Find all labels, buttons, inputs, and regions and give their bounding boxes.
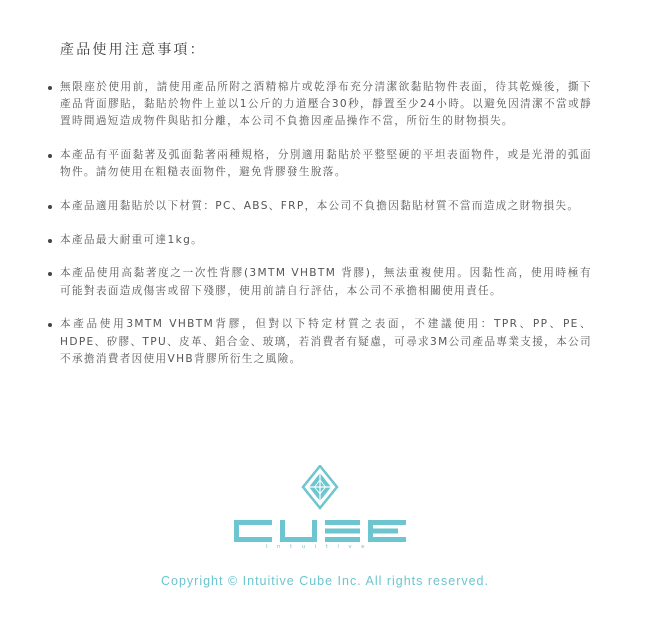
list-item: 本產品適用黏貼於以下材質：PC、ABS、FRP，本公司不負擔因黏貼材質不當而造成之財物損失。 [46, 198, 592, 215]
list-item: 本產品最大耐重可達1kg。 [46, 232, 592, 249]
usage-notes-list [46, 79, 592, 368]
copyright-text: Copyright © Intuitive Cube Inc. All rights reserved. [160, 574, 489, 588]
list-item: 無限座於使用前，請使用產品所附之酒精棉片或乾淨布充分清潔欲黏貼物件表面，待其乾燥後，撕下產品背面膠貼，黏貼於物件上並以1公斤的力道壓合30秒，靜置至少24小時。以避免因清潔不當或靜置時間過短造成物件與貼扣分離，本公司不負擔因產品操作不當，所衍生的財物損失。 [46, 79, 592, 131]
cube-diamond-icon [234, 465, 406, 545]
page-title: 產品使用注意事項： [60, 42, 206, 58]
list-item: 本產品使用3MTM VHBTM背膠，但對以下特定材質之表面，不建議使用：TPR、PP、PE、HDPE、矽膠、TPU、皮革、鋁合金、玻璃，若消費者有疑慮，可尋求3M公司產品專業支援，本公司不承擔消費者因使用VHB背膠所衍生之風險。 [46, 316, 592, 368]
logo-tagline: Intuitive [265, 544, 375, 550]
brand-logo [234, 465, 406, 557]
list-item: 本產品使用高黏著度之一次性背膠(3MTM VHBTM 背膠)，無法重複使用。因黏性高，使用時極有可能對表面造成傷害或留下殘膠，使用前請自行評估，本公司不承擔相關使用責任。 [46, 265, 592, 299]
list-item: 本產品有平面黏著及弧面黏著兩種規格，分別適用黏貼於平整堅硬的平坦表面物件，或是光滑的弧面物件。請勿使用在粗糙表面物件，避免背膠發生脫落。 [46, 147, 592, 181]
